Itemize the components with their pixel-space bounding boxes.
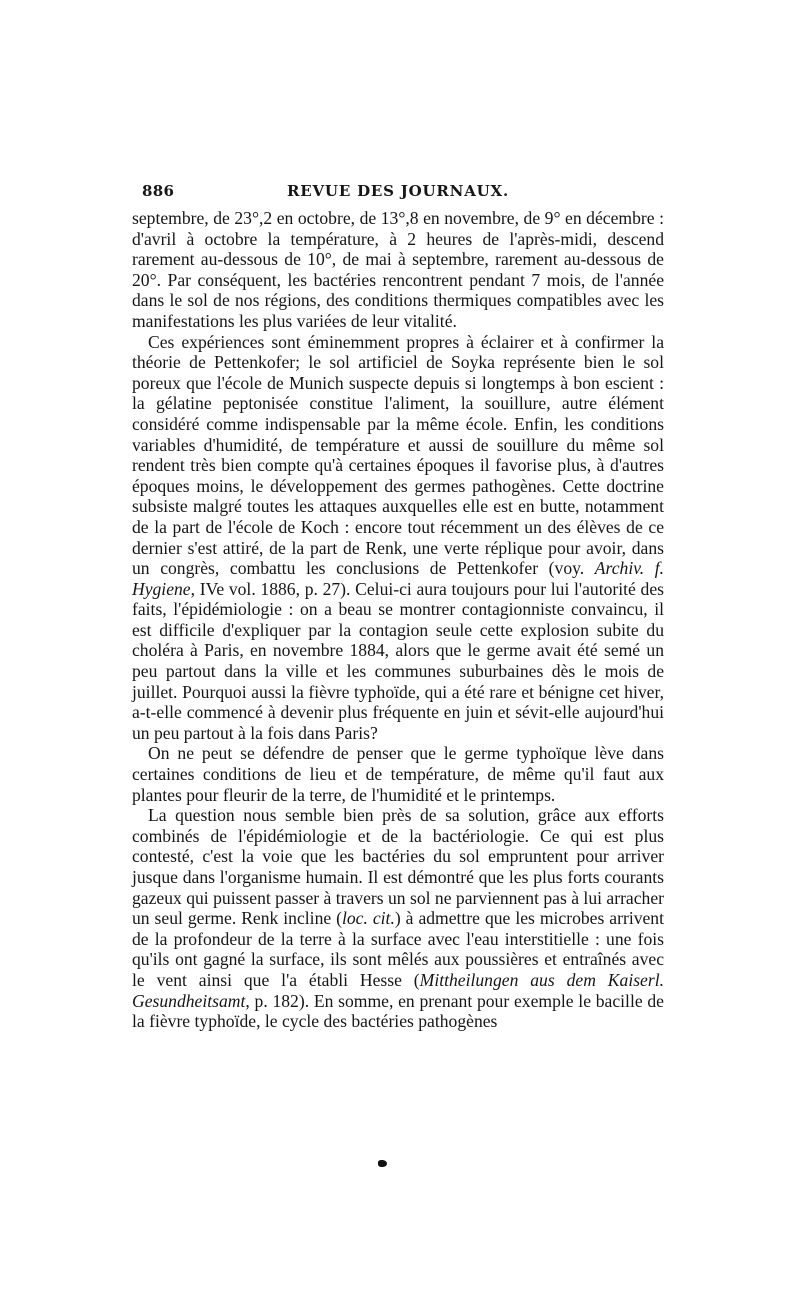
paragraph-1-text: septembre, de 23°,2 en octobre, de 13°,8 en novembre, de 9° en décembre : d'avril à octobre la température, à 2 heures de l'après-midi, descend rarement au-dessous de 10°, de mai à septembre, rarement au-dessous de 20°. Par conséquent, les bactéries rencontrent pendant 7 mois, de l'année dans le sol de nos régions, des conditions thermiques compatibles avec les manifestations les plus variées de leur vitalité. [132, 208, 664, 331]
document-page [132, 178, 664, 1032]
body-text [132, 208, 664, 1032]
paragraph-3 [132, 743, 664, 805]
paragraph-2 [132, 332, 664, 744]
journal-title: REVUE DES JOURNAUX. [287, 182, 509, 200]
citation-archiv-hygiene: Archiv. f. Hygiene [132, 558, 664, 599]
paragraph-4 [132, 805, 664, 1032]
paragraph-4-text-b: ) à admettre que les microbes arrivent de la profondeur de la terre à la surface avec l'eau interstitielle : une fois qu'ils ont gagné la surface, ils sont mêlés aux poussières et entraînés avec le vent ainsi que l'a établi Hesse ( [132, 908, 664, 990]
paragraph-2-text-b: , IVe vol. 1886, p. 27). Celui-ci aura toujours pour lui l'autorité des faits, l'épidémiologie : on a beau se montrer contagionniste convaincu, il est difficile d'expliquer par la contagion seule cette explosion subite du choléra à Paris, en novembre 1884, alors que le germe avait été semé un peu partout dans la ville et les communes suburbaines dès le mois de juillet. Pourquoi aussi la fièvre typhoïde, qui a été rare et bénigne cet hiver, a-t-elle commencé à devenir plus fréquente en juin et sévit-elle aujourd'hui un peu partout à la fois dans Paris? [132, 578, 664, 743]
ink-mark [378, 1160, 387, 1167]
page-number: 886 [142, 182, 175, 200]
citation-mittheilungen: Mittheilungen aus dem Kaiserl. Gesundheitsamt [132, 969, 664, 1011]
paragraph-4-text-c: , p. 182). En somme, en prenant pour exemple le bacille de la fièvre typhoïde, le cycle des bactéries pathogènes [132, 990, 664, 1032]
citation-loc-cit: loc. cit. [342, 908, 395, 929]
paragraph-1 [132, 208, 664, 332]
running-header [132, 178, 664, 208]
paragraph-3-text: On ne peut se défendre de penser que le germe typhoïque lève dans certaines conditions de lieu et de température, de même qu'il faut aux plantes pour fleurir de la terre, de l'humidité et le printemps. [132, 743, 664, 805]
paragraph-4-text-a: La question nous semble bien près de sa solution, grâce aux efforts combinés de l'épidémiologie et de la bactériologie. Ce qui est plus contesté, c'est la voie que les bactéries du sol empruntent pour arriver jusque dans l'organisme humain. Il est démontré que les plus forts courants gazeux qui puissent passer à travers un sol ne parviennent pas à lui arracher un seul germe. Renk incline ( [132, 805, 665, 929]
paragraph-2-text-a: Ces expériences sont éminemment propres à éclairer et à confirmer la théorie de Pettenkofer; le sol artificiel de Soyka représente bien le sol poreux que l'école de Munich suspecte depuis si longtemps à bon escient : la gélatine peptonisée constitue l'aliment, la souillure, autre élément considéré comme indispensable par la même école. Enfin, les conditions variables d'humidité, de température et aussi de souillure du même sol rendent très bien compte qu'à certaines époques il favorise plus, à d'autres époques moins, le développement des germes pathogènes. Cette doctrine subsiste malgré toutes les attaques auxquelles elle est en butte, notamment de la part de l'école de Koch : encore tout récemment un des élèves de ce dernier s'est attiré, de la part de Renk, une verte réplique pour avoir, dans un congrès, combattu les conclusions de Pettenkofer (voy. [132, 331, 664, 579]
